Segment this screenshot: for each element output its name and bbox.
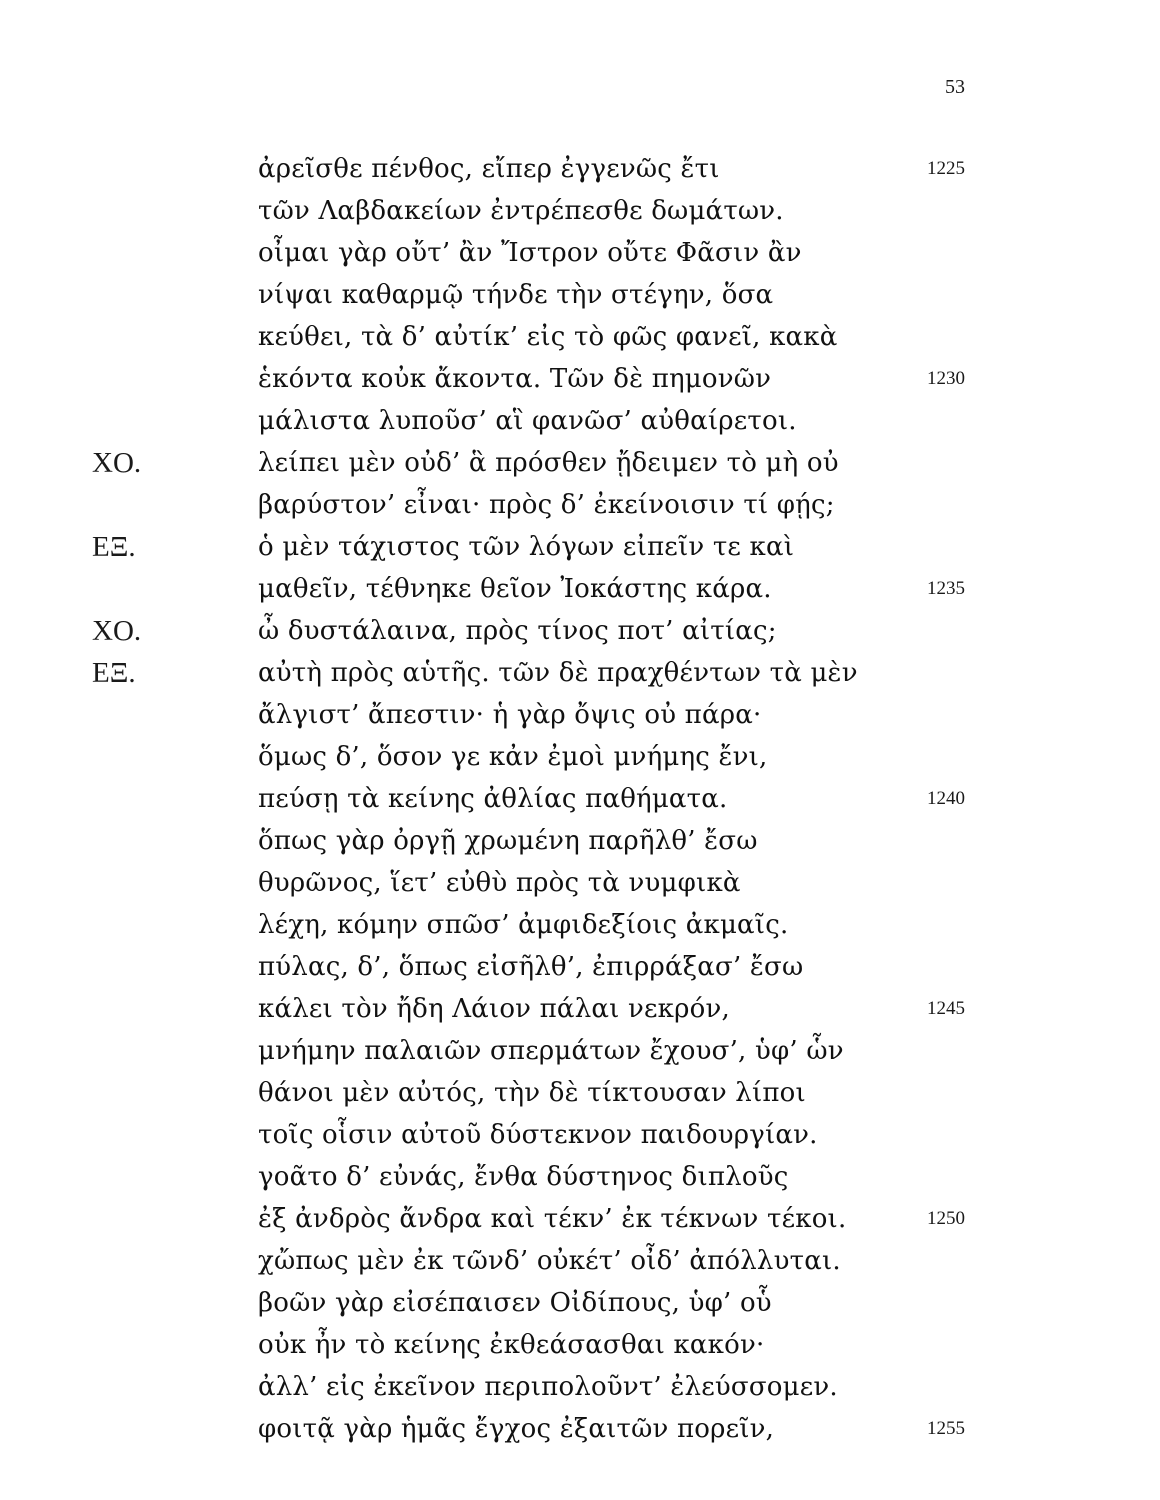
verse-text: βοῶν γὰρ εἰσέπαισεν Οἰδίπους, ὑφ’ οὗ (258, 1288, 772, 1318)
verse-text: θάνοι μὲν αὐτός, τὴν δὲ τίκτουσαν λίποι (258, 1078, 806, 1108)
verse-text: πεύσῃ τὰ κείνης ἀθλίας παθήματα. (258, 784, 728, 814)
verse-line (0, 1366, 1160, 1408)
verse-line (0, 568, 1160, 610)
verse-line (0, 610, 1160, 652)
verse-line (0, 190, 1160, 232)
verse-line (0, 484, 1160, 526)
verse-text: λέχη, κόμην σπῶσ’ ἀμφιδεξίοις ἀκμαῖς. (258, 910, 789, 940)
verse-text: ἀρεῖσθε πένθος, εἴπερ ἐγγενῶς ἔτι (258, 154, 720, 184)
verse-line (0, 274, 1160, 316)
line-number: 1235 (927, 578, 965, 599)
verse-text: φοιτᾷ γὰρ ἡμᾶς ἔγχος ἐξαιτῶν πορεῖν, (258, 1414, 775, 1444)
verse-line (0, 1240, 1160, 1282)
verse-line (0, 652, 1160, 694)
verse-text: ὅπως γὰρ ὀργῇ χρωμένη παρῆλθ’ ἔσω (258, 826, 758, 856)
speaker-label: ΧΟ. (92, 447, 142, 479)
verse-text: τοῖς οἷσιν αὐτοῦ δύστεκνον παιδουργίαν. (258, 1120, 818, 1150)
verse-text: ἑκόντα κοὐκ ἄκοντα. Τῶν δὲ πημονῶν (258, 364, 772, 394)
verse-line (0, 316, 1160, 358)
verse-line (0, 1408, 1160, 1450)
verse-text: ἄλγιστ’ ἄπεστιν· ἡ γὰρ ὄψις οὐ πάρα· (258, 700, 762, 730)
verse-line (0, 862, 1160, 904)
verse-line (0, 904, 1160, 946)
verse-block (0, 148, 1160, 1450)
verse-text: οἶμαι γὰρ οὔτ’ ἂν Ἴστρον οὔτε Φᾶσιν ἂν (258, 238, 802, 268)
verse-line (0, 1114, 1160, 1156)
verse-text: τῶν Λαβδακείων ἐντρέπεσθε δωμάτων. (258, 196, 784, 226)
verse-line (0, 1030, 1160, 1072)
speaker-label: ΕΞ. (92, 531, 136, 563)
verse-line (0, 694, 1160, 736)
line-number: 1250 (927, 1208, 965, 1229)
verse-text: θυρῶνος, ἵετ’ εὐθὺ πρὸς τὰ νυμφικὰ (258, 868, 741, 898)
verse-text: γοᾶτο δ’ εὐνάς, ἔνθα δύστηνος διπλοῦς (258, 1162, 789, 1192)
verse-text: κάλει τὸν ἤδη Λάιον πάλαι νεκρόν, (258, 994, 730, 1024)
line-number: 1245 (927, 998, 965, 1019)
verse-line (0, 988, 1160, 1030)
verse-text: μνήμην παλαιῶν σπερμάτων ἔχουσ’, ὑφ’ ὧν (258, 1036, 844, 1066)
page-number: 53 (945, 76, 965, 98)
verse-text: οὐκ ἦν τὸ κείνης ἐκθεάσασθαι κακόν· (258, 1330, 765, 1360)
verse-line (0, 778, 1160, 820)
speaker-label: ΕΞ. (92, 657, 136, 689)
verse-line (0, 148, 1160, 190)
verse-line (0, 1198, 1160, 1240)
verse-text: μάλιστα λυποῦσ’ αἳ φανῶσ’ αὐθαίρετοι. (258, 406, 797, 436)
verse-line (0, 1072, 1160, 1114)
verse-text: ὁ μὲν τάχιστος τῶν λόγων εἰπεῖν τε καὶ (258, 532, 795, 562)
verse-text: αὐτὴ πρὸς αὑτῆς. τῶν δὲ πραχθέντων τὰ μὲν (258, 658, 858, 688)
line-number: 1240 (927, 788, 965, 809)
verse-line (0, 946, 1160, 988)
verse-line (0, 1282, 1160, 1324)
verse-text: κεύθει, τὰ δ’ αὐτίκ’ εἰς τὸ φῶς φανεῖ, κακὰ (258, 322, 838, 352)
line-number: 1255 (927, 1418, 965, 1439)
verse-line (0, 820, 1160, 862)
verse-line (0, 442, 1160, 484)
line-number: 1225 (927, 158, 965, 179)
verse-line (0, 232, 1160, 274)
verse-line (0, 1156, 1160, 1198)
verse-text: χὤπως μὲν ἐκ τῶνδ’ οὐκέτ’ οἶδ’ ἀπόλλυται. (258, 1246, 841, 1276)
verse-text: ὅμως δ’, ὅσον γε κἀν ἐμοὶ μνήμης ἔνι, (258, 742, 768, 772)
speaker-label: ΧΟ. (92, 615, 142, 647)
line-number: 1230 (927, 368, 965, 389)
verse-line (0, 1324, 1160, 1366)
verse-text: ἐξ ἀνδρὸς ἄνδρα καὶ τέκν’ ἐκ τέκνων τέκοι. (258, 1204, 847, 1234)
verse-line (0, 736, 1160, 778)
verse-text: λείπει μὲν οὐδ’ ἃ πρόσθεν ᾔδειμεν τὸ μὴ οὐ (258, 448, 839, 478)
verse-line (0, 358, 1160, 400)
verse-text: μαθεῖν, τέθνηκε θεῖον Ἰοκάστης κάρα. (258, 574, 772, 604)
verse-text: πύλας, δ’, ὅπως εἰσῆλθ’, ἐπιρράξασ’ ἔσω (258, 952, 804, 982)
verse-text: βαρύστον’ εἶναι· πρὸς δ’ ἐκείνοισιν τί φῄς; (258, 490, 835, 520)
verse-text: ἀλλ’ εἰς ἐκεῖνον περιπολοῦντ’ ἐλεύσσομεν. (258, 1372, 838, 1402)
verse-line (0, 526, 1160, 568)
verse-text: νίψαι καθαρμῷ τήνδε τὴν στέγην, ὅσα (258, 280, 774, 310)
verse-line (0, 400, 1160, 442)
verse-text: ὦ δυστάλαινα, πρὸς τίνος ποτ’ αἰτίας; (258, 616, 777, 646)
